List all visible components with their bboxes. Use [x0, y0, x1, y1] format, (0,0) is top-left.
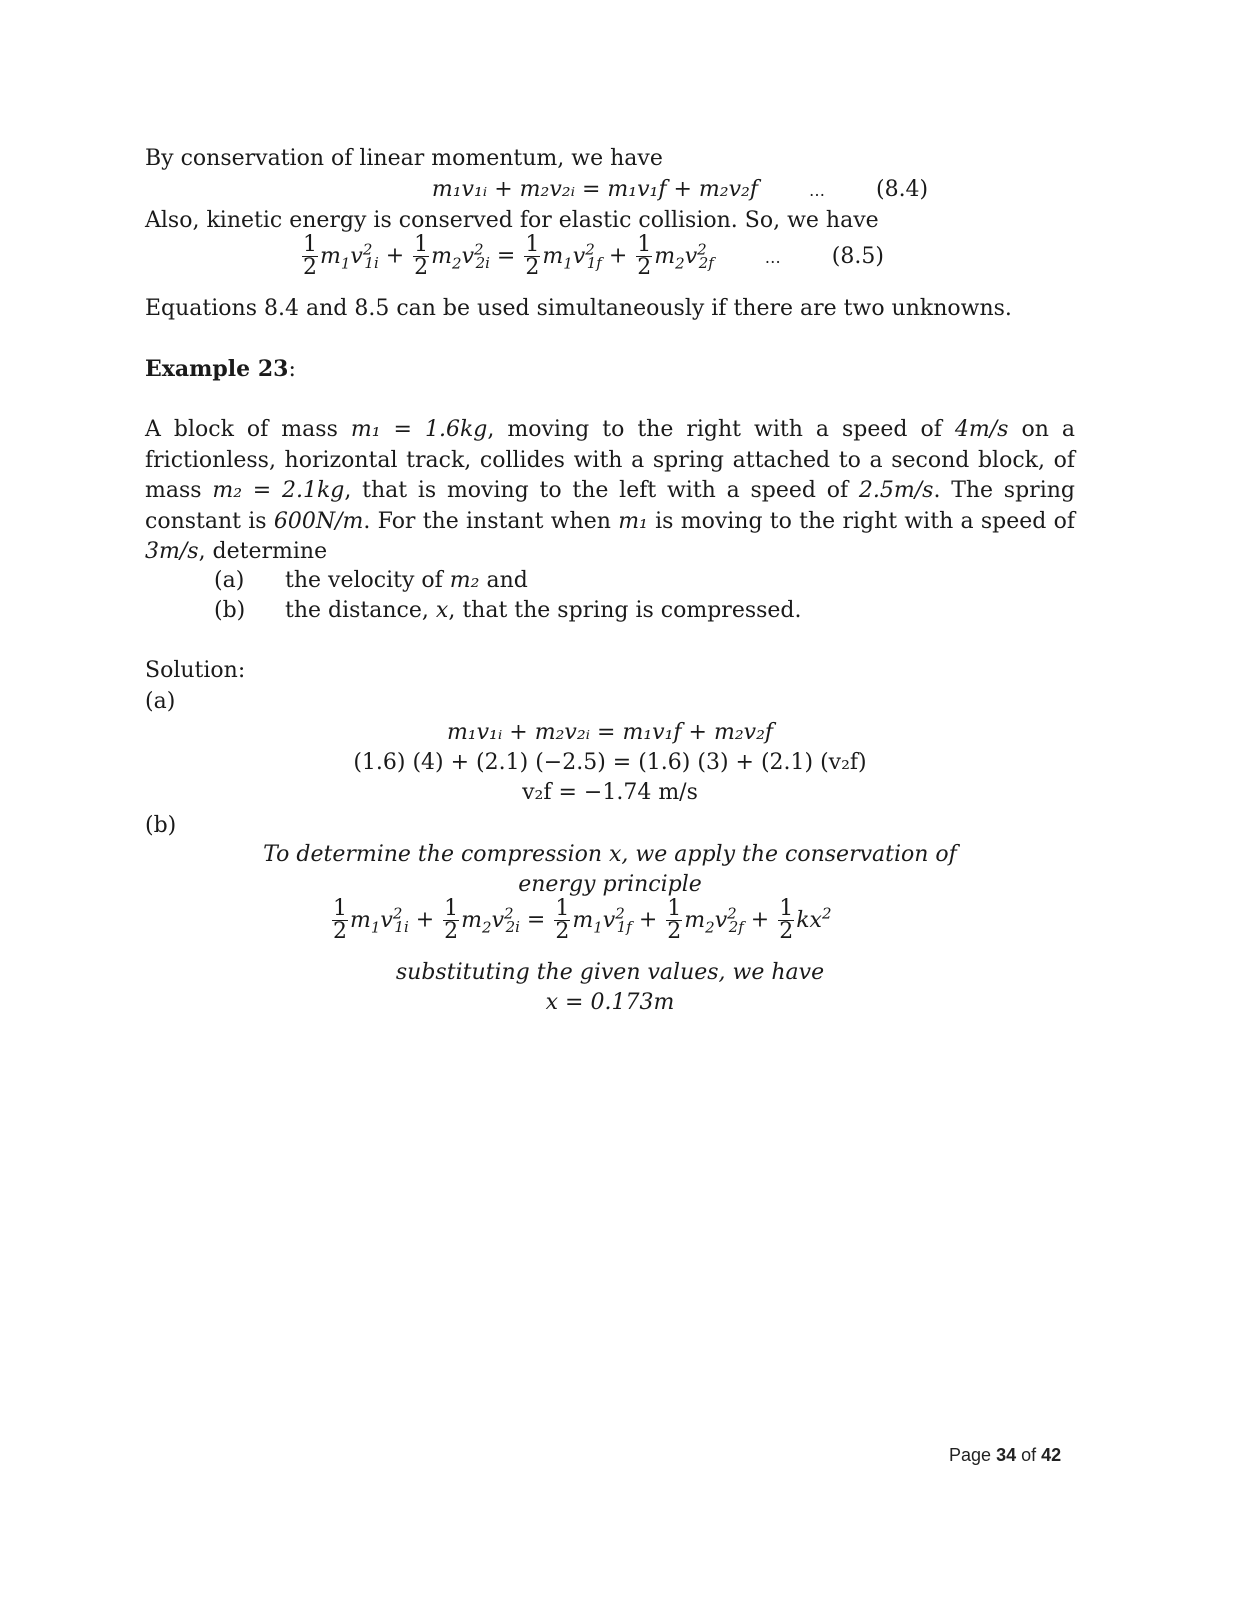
intro-line-3: Equations 8.4 and 8.5 can be used simultaneously if there are two unknowns.	[145, 296, 1012, 321]
solution-a-line-1: m₁v₁ᵢ + m₂v₂ᵢ = m₁v₁f + m₂v₂f	[446, 720, 774, 745]
fraction-half: $\frac{1}{2}$	[303, 232, 317, 280]
solution-b-line-5: x = 0.173m	[545, 990, 675, 1015]
part-a-question: (a) the velocity of m₂ and	[214, 568, 528, 593]
solution-b-line-2: energy principle	[518, 872, 702, 897]
solution-part-b-label: (b)	[145, 813, 177, 838]
equation-8-5: $\frac{1}{2}$ $m_1v^2_{1i}$ + $\frac{1}{2}$ $m_2v^2_{2i}$ = $\frac{1}{2}$ $m_1v^2_{1f}$ + $\frac{1}{2}$ $m_2v^2_{2f}$ … (8.5)	[303, 232, 884, 280]
intro-line-1: By conservation of linear momentum, we have	[145, 146, 663, 171]
intro-line-2: Also, kinetic energy is conserved for elastic collision. So, we have	[145, 208, 879, 233]
equation-8-4	[145, 175, 1075, 206]
equation-8-4-formula: m₁v₁ᵢ + m₂v₂ᵢ = m₁v₁f + m₂v₂f	[431, 177, 758, 202]
fraction-half: $\frac{1}{2}$	[525, 232, 540, 280]
equation-8-5-dots: …	[764, 247, 781, 267]
equation-8-4-number: (8.4)	[875, 177, 929, 202]
fraction-half: $\frac{1}{2}$	[414, 232, 429, 280]
equation-8-4-dots: …	[808, 181, 825, 200]
part-b-question: (b) the distance, x, that the spring is compressed.	[214, 598, 802, 623]
example-paragraph: A block of mass m₁ = 1.6kg, moving to the right with a speed of 4m/s on a frictionless, horizontal track, collides with a spring attached to a second block, of mass m₂ = 2.1kg, that is moving to the left with a speed of 2.5m/s. The spring constant is 600N/m. For the instant when m₁ is moving to the right with a speed of 3m/s, determine	[145, 417, 1076, 564]
solution-b-line-4: substituting the given values, we have	[395, 960, 825, 985]
solution-a-line-3: v₂f = −1.74 m/s	[522, 780, 698, 805]
fraction-half: $\frac{1}{2}$	[637, 232, 652, 280]
equation-8-5-number: (8.5)	[831, 243, 884, 269]
energy-equation: $\frac{1}{2}$ $m_1v^2_{1i}$ + $\frac{1}{2}$ $m_2v^2_{2i}$ = $\frac{1}{2}$ $m_1v^2_{1f}$ + $\frac{1}{2}$ $m_2v^2_{2f}$ + $\frac{1}{2}$ $kx^2$	[333, 896, 832, 944]
solution-b-line-1: To determine the compression x, we apply the conservation of	[263, 842, 957, 867]
solution-part-a-label: (a)	[145, 689, 176, 714]
page-footer: Page 34 of 42	[949, 1445, 1062, 1465]
solution-heading: Solution:	[145, 658, 246, 683]
solution-a-line-2: (1.6) (4) + (2.1) (−2.5) = (1.6) (3) + (2.1) (v₂f)	[353, 750, 867, 775]
example-heading: Example 23:	[145, 356, 296, 382]
